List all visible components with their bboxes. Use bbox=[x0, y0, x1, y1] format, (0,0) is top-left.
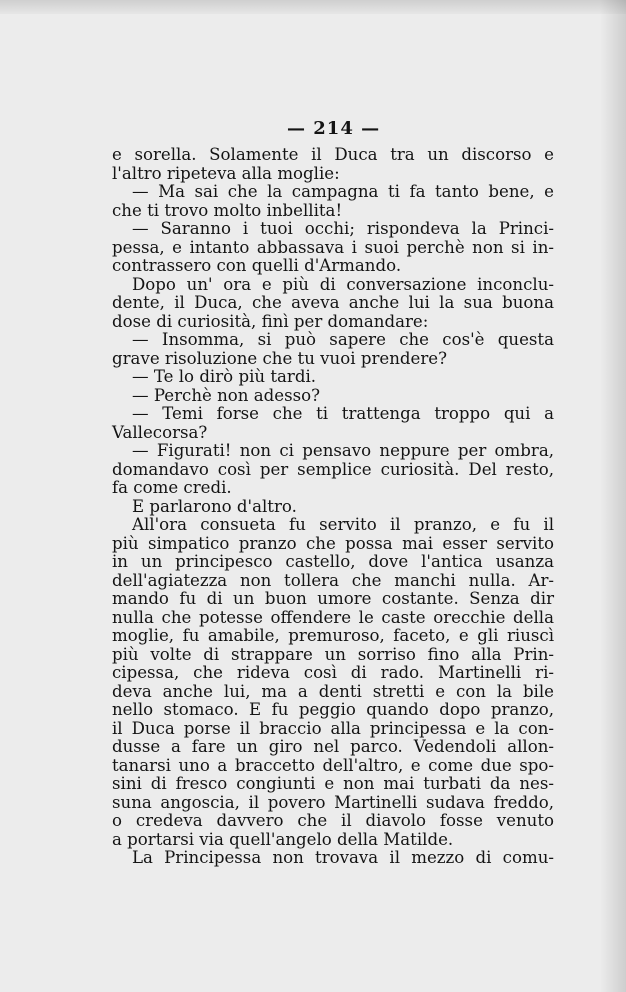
page-top-edge bbox=[0, 0, 626, 14]
text-line: dell'agiatezza non tollera che manchi nulla. Ar- bbox=[112, 570, 554, 590]
text-line: nulla che potesse offendere le caste orecchie della bbox=[112, 607, 554, 627]
text-line: contrassero con quelli d'Armando. bbox=[112, 256, 402, 275]
text-line: dose di curiosità, finì per domandare: bbox=[112, 311, 429, 331]
text-line: Vallecorsa? bbox=[112, 422, 208, 442]
text-line: E parlarono d'altro. bbox=[132, 496, 297, 516]
text-line: più simpatico pranzo che possa mai esser servito bbox=[112, 533, 554, 553]
text-line: moglie, fu amabile, premuroso, faceto, e gli riuscì bbox=[112, 626, 554, 645]
text-line: — Temi forse che ti trattenga troppo qui a bbox=[132, 404, 554, 423]
text-line: sini di fresco congiunti e non mai turbati da nes- bbox=[112, 774, 554, 793]
text-line: — Ma sai che la campagna ti fa tanto bene, e bbox=[132, 182, 554, 201]
text-line: All'ora consueta fu servito il pranzo, e fu il bbox=[132, 515, 554, 534]
text-line: — Perchè non adesso? bbox=[132, 385, 321, 405]
text-line: domandavo così per semplice curiosità. Del resto, bbox=[112, 459, 554, 479]
text-line: l'altro ripeteva alla moglie: bbox=[112, 163, 340, 183]
text-line: — Figurati! non ci pensavo neppure per ombra, bbox=[132, 441, 554, 460]
text-line: in un principesco castello, dove l'antica usanza bbox=[112, 552, 554, 571]
text-line: dusse a fare un giro nel parco. Vedendoli allon- bbox=[112, 737, 554, 756]
text-line: nello stomaco. E fu peggio quando dopo pranzo, bbox=[112, 700, 554, 719]
text-line: fa come credi. bbox=[112, 478, 232, 497]
page-number: — 214 — bbox=[287, 118, 381, 139]
text-line: che ti trovo molto inbellita! bbox=[112, 200, 343, 220]
text-line: grave risoluzione che tu vuoi prendere? bbox=[112, 348, 447, 368]
text-line: Dopo un' ora e più di conversazione inconclu- bbox=[132, 274, 554, 294]
text-line: — Saranno i tuoi occhi; rispondeva la Princi- bbox=[132, 219, 554, 238]
text-line: La Principessa non trovava il mezzo di comu- bbox=[132, 848, 554, 867]
text-line: tanarsi uno a braccetto dell'altro, e come due spo- bbox=[112, 755, 554, 775]
text-line: il Duca porse il braccio alla principessa e la con- bbox=[112, 718, 554, 738]
text-line: più volte di strappare un sorriso fino alla Prin- bbox=[112, 644, 554, 664]
text-line: e sorella. Solamente il Duca tra un discorso e bbox=[112, 145, 554, 164]
text-line: pessa, e intanto abbassava i suoi perchè non si in- bbox=[112, 237, 554, 257]
text-line: deva anche lui, ma a denti stretti e con la bile bbox=[112, 681, 554, 701]
text-line: dente, il Duca, che aveva anche lui la sua buona bbox=[112, 293, 554, 312]
text-line: suna angoscia, il povero Martinelli sudava freddo, bbox=[112, 792, 554, 812]
text-line: a portarsi via quell'angelo della Matilde. bbox=[112, 829, 454, 849]
text-line: cipessa, che rideva così di rado. Martinelli ri- bbox=[112, 663, 554, 682]
text-line: — Insomma, si può sapere che cos'è questa bbox=[132, 330, 554, 349]
text-line: o credeva davvero che il diavolo fosse venuto bbox=[112, 811, 554, 830]
body-text bbox=[112, 146, 554, 868]
text-line: mando fu di un buon umore costante. Senza dir bbox=[112, 589, 554, 608]
text-line: — Te lo dirò più tardi. bbox=[132, 367, 317, 386]
page-gutter-shadow bbox=[600, 0, 626, 992]
